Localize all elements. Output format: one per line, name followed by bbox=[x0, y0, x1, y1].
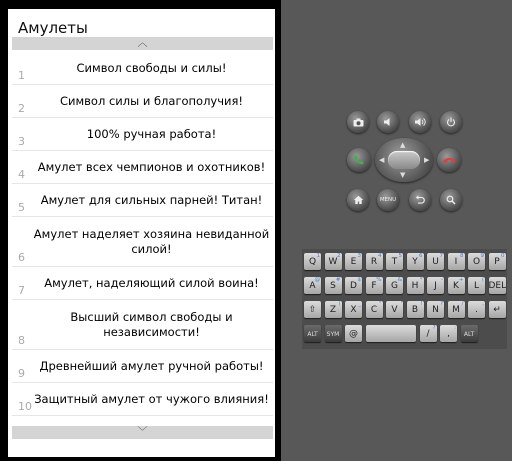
key-alt[interactable] bbox=[461, 325, 478, 342]
list-item-number: 1 bbox=[18, 69, 25, 82]
list-item-text: Амулет, наделяющий силой воина! bbox=[44, 275, 259, 290]
key-alt-label: % bbox=[376, 277, 382, 283]
list-item[interactable] bbox=[12, 267, 273, 300]
app-title: Амулеты bbox=[18, 19, 88, 37]
key-alt[interactable] bbox=[304, 325, 321, 342]
key-alt-label: 1 bbox=[316, 253, 320, 259]
key-alt-label: 3 bbox=[357, 253, 361, 259]
home-icon[interactable] bbox=[347, 189, 369, 211]
key-f[interactable] bbox=[366, 277, 383, 294]
list-item-text: Амулет наделяет хозяина невиданной силой! bbox=[33, 226, 270, 256]
amulet-list[interactable] bbox=[12, 52, 273, 426]
dpad-left-icon[interactable]: ◀ bbox=[379, 156, 385, 164]
scroll-up-button[interactable]: ︿ bbox=[12, 37, 273, 50]
key-label: I bbox=[454, 257, 458, 267]
key-alt-label: 7 bbox=[439, 253, 443, 259]
key-alt-label: $ bbox=[357, 277, 361, 283]
key-alt-label: ! bbox=[420, 301, 423, 307]
key-c[interactable] bbox=[366, 301, 383, 318]
key-n[interactable] bbox=[427, 301, 444, 318]
key-alt-label: _ bbox=[358, 301, 361, 307]
key-alt-label: " bbox=[378, 301, 382, 307]
key-label: ALT bbox=[463, 331, 475, 338]
key-label: L bbox=[473, 281, 479, 291]
key-label: ↵ bbox=[493, 305, 501, 315]
key-alt-label: @ bbox=[314, 277, 320, 283]
key-s[interactable] bbox=[325, 277, 342, 294]
key-m[interactable] bbox=[448, 301, 465, 318]
key-space[interactable] bbox=[366, 325, 416, 342]
list-item[interactable] bbox=[12, 217, 273, 267]
key-t[interactable] bbox=[386, 253, 403, 270]
list-item[interactable] bbox=[12, 85, 273, 118]
key-alt-label: ' bbox=[400, 301, 402, 307]
list-item[interactable] bbox=[12, 416, 273, 426]
call-icon[interactable] bbox=[347, 148, 371, 172]
key-label: @ bbox=[349, 329, 358, 339]
key-label: Y bbox=[412, 257, 418, 267]
app-window bbox=[8, 9, 275, 457]
key-alt-label: ( bbox=[481, 277, 484, 283]
list-item-number: 5 bbox=[18, 201, 25, 214]
list-item[interactable] bbox=[12, 52, 273, 85]
dpad-down-icon[interactable]: ▼ bbox=[400, 171, 406, 179]
key-alt-label: 9 bbox=[480, 253, 484, 259]
key-alt-label: ? bbox=[440, 301, 443, 307]
key-↵[interactable] bbox=[489, 301, 506, 318]
key-alt-label: : bbox=[454, 325, 456, 331]
key-u[interactable] bbox=[427, 253, 444, 270]
key-sym[interactable] bbox=[325, 325, 342, 342]
key-@[interactable] bbox=[345, 325, 362, 342]
list-item-number: 10 bbox=[18, 400, 32, 413]
dpad-right-icon[interactable]: ▶ bbox=[424, 156, 430, 164]
menu-button[interactable]: MENU bbox=[377, 189, 399, 211]
key-label: ⇧ bbox=[308, 305, 317, 315]
key-y[interactable] bbox=[407, 253, 424, 270]
key-alt-label: 2 bbox=[337, 253, 341, 259]
key-label: A bbox=[309, 281, 316, 291]
list-item-text: 100% ручная работа! bbox=[86, 126, 217, 141]
key-z[interactable] bbox=[325, 301, 342, 318]
list-item-number: 6 bbox=[18, 251, 25, 264]
key-j[interactable] bbox=[427, 277, 444, 294]
hardware-keyboard bbox=[302, 249, 507, 349]
key-alt-label: 4 bbox=[378, 253, 382, 259]
back-icon[interactable] bbox=[409, 189, 431, 211]
key-label: , bbox=[447, 329, 450, 339]
list-item-number: 9 bbox=[18, 367, 25, 380]
list-item-text: Древнейший амулет ручной работы! bbox=[39, 358, 264, 373]
key-alt-label: & bbox=[397, 277, 402, 283]
key-v[interactable] bbox=[386, 301, 403, 318]
camera-icon[interactable] bbox=[347, 111, 369, 133]
key-h[interactable] bbox=[407, 277, 424, 294]
key-alt-label: + bbox=[458, 277, 464, 283]
key-alt-label: ) bbox=[338, 301, 341, 307]
list-item[interactable] bbox=[12, 184, 273, 217]
key-label: S bbox=[330, 281, 336, 291]
key-alt-label: / bbox=[461, 301, 464, 307]
key-label: Z bbox=[329, 305, 337, 315]
key-del[interactable] bbox=[489, 277, 506, 294]
key-o[interactable] bbox=[468, 253, 485, 270]
key-alt-label: ? bbox=[432, 325, 436, 331]
search-icon[interactable] bbox=[440, 189, 462, 211]
key-alt-label: 0 bbox=[501, 253, 505, 259]
key-label: ALT bbox=[307, 331, 318, 338]
list-item-text: Символ силы и благополучия! bbox=[59, 93, 244, 108]
key-d[interactable] bbox=[345, 277, 362, 294]
list-item-text bbox=[30, 416, 273, 426]
list-item[interactable] bbox=[12, 151, 273, 184]
key-label: D bbox=[350, 281, 357, 291]
key-l[interactable] bbox=[468, 277, 485, 294]
key-alt-label: # bbox=[335, 277, 341, 283]
key-w[interactable] bbox=[325, 253, 342, 270]
scroll-down-button[interactable]: ﹀ bbox=[12, 426, 273, 439]
key-r[interactable] bbox=[366, 253, 383, 270]
volume-up-icon[interactable] bbox=[409, 111, 431, 133]
list-item-number: 4 bbox=[18, 168, 25, 181]
list-item-number: 8 bbox=[18, 334, 25, 347]
key-/[interactable] bbox=[420, 325, 437, 342]
key-alt-label: 5 bbox=[398, 253, 402, 259]
dpad-up-icon[interactable]: ▲ bbox=[400, 141, 406, 149]
list-item[interactable] bbox=[12, 350, 273, 383]
key-label: . bbox=[475, 305, 478, 315]
key-label: R bbox=[370, 257, 378, 267]
key-i[interactable] bbox=[448, 253, 465, 270]
dpad-center-button[interactable] bbox=[388, 151, 420, 169]
key-alt-label: - bbox=[441, 277, 443, 283]
list-item[interactable] bbox=[12, 383, 273, 416]
key-label: Q bbox=[308, 257, 317, 267]
volume-down-icon[interactable] bbox=[377, 111, 399, 133]
key-b[interactable] bbox=[407, 301, 424, 318]
key-label: G bbox=[391, 281, 398, 291]
key-alt-label: * bbox=[419, 277, 423, 283]
list-item-text: Амулет для сильных парней! Титан! bbox=[40, 192, 263, 207]
list-item-text: Высший символ свободы и независимости! bbox=[70, 309, 233, 339]
key-label: DEL bbox=[488, 281, 507, 291]
key-x[interactable] bbox=[345, 301, 362, 318]
power-icon[interactable] bbox=[440, 111, 462, 133]
key-label: / bbox=[426, 329, 430, 339]
key-k[interactable] bbox=[448, 277, 465, 294]
list-item-text: Защитный амулет от чужого влияния! bbox=[34, 391, 269, 406]
list-item[interactable] bbox=[12, 118, 273, 151]
key-label: C bbox=[370, 305, 378, 315]
key-.[interactable] bbox=[468, 301, 485, 318]
key-label: SYM bbox=[326, 331, 340, 338]
end-call-icon[interactable] bbox=[437, 148, 461, 172]
key-label: F bbox=[371, 281, 377, 291]
key-label: T bbox=[391, 257, 398, 267]
key-label: U bbox=[432, 257, 439, 267]
list-item[interactable] bbox=[12, 300, 273, 350]
key-label: O bbox=[472, 257, 481, 267]
key-g[interactable] bbox=[386, 277, 403, 294]
key-,[interactable] bbox=[440, 325, 457, 342]
key-label: E bbox=[350, 257, 357, 267]
key-label: P bbox=[494, 257, 500, 267]
key-label: B bbox=[411, 305, 419, 315]
key-label: W bbox=[328, 257, 338, 267]
list-item-text: Символ свободы и силы! bbox=[76, 60, 227, 75]
list-item-number: 2 bbox=[18, 102, 25, 115]
key-label: K bbox=[453, 281, 459, 291]
key-label: J bbox=[434, 281, 437, 291]
list-item-text: Амулет всех чемпионов и охотников! bbox=[37, 159, 266, 174]
key-q[interactable] bbox=[304, 253, 321, 270]
key-a[interactable] bbox=[304, 277, 321, 294]
key-⇧[interactable] bbox=[304, 301, 321, 318]
key-alt-label: 6 bbox=[419, 253, 423, 259]
key-p[interactable] bbox=[489, 253, 506, 270]
key-label: N bbox=[432, 305, 439, 315]
key-alt-label: , bbox=[482, 301, 484, 307]
key-alt-label: 8 bbox=[460, 253, 464, 259]
list-item-number: 7 bbox=[18, 284, 25, 297]
list-item-number: 3 bbox=[18, 135, 25, 148]
key-e[interactable] bbox=[345, 253, 362, 270]
key-label: V bbox=[391, 305, 398, 315]
key-label: H bbox=[411, 281, 419, 291]
key-label: M bbox=[452, 305, 460, 315]
key-label: X bbox=[350, 305, 357, 315]
